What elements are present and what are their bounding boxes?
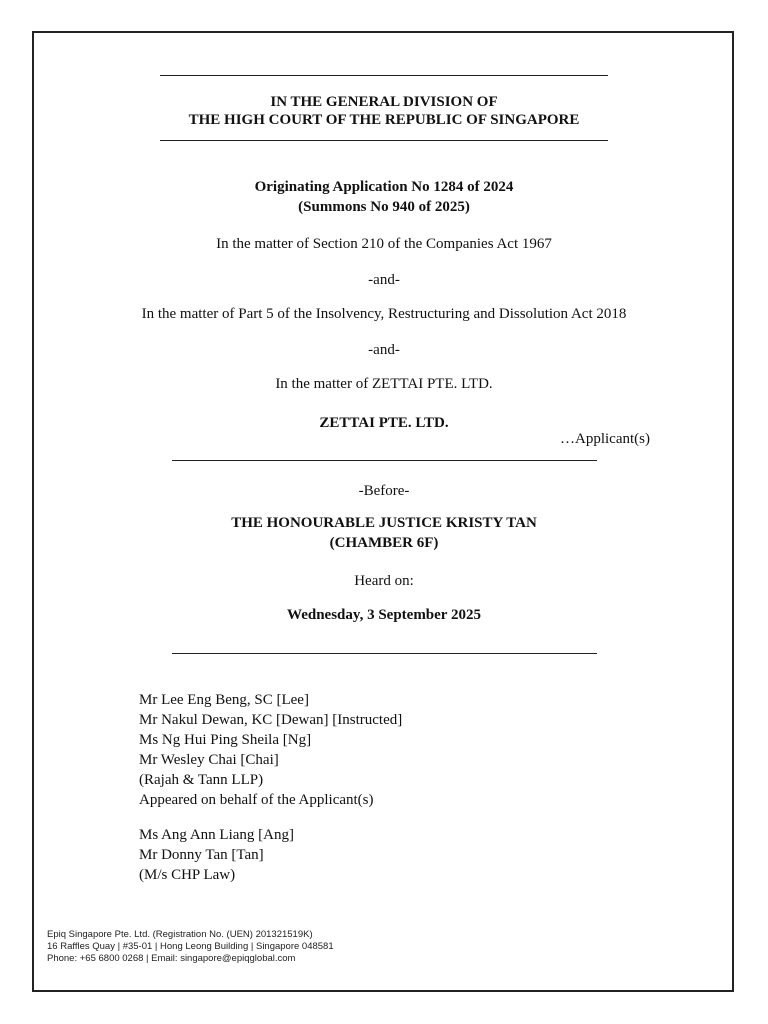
court-line-1: IN THE GENERAL DIVISION OF: [270, 94, 498, 110]
summons-number: (Summons No 940 of 2025): [298, 199, 470, 215]
judge-name: THE HONOURABLE JUSTICE KRISTY TAN: [231, 515, 537, 531]
matter-3: In the matter of ZETTAI PTE. LTD.: [275, 376, 493, 392]
counsel-line: Ms Ang Ann Liang [Ang]: [139, 827, 294, 843]
footer-company: Epiq Singapore Pte. Ltd. (Registration No. (UEN) 201321519K): [47, 929, 313, 940]
counsel-line: Mr Wesley Chai [Chai]: [139, 752, 279, 768]
transcriber-footer: [47, 929, 334, 965]
court-line-2: THE HIGH COURT OF THE REPUBLIC OF SINGAPORE: [188, 112, 580, 128]
court-rule: [160, 140, 608, 141]
counsel-group-applicant: [139, 690, 402, 810]
hearing-rule: [172, 653, 597, 654]
matter-1: In the matter of Section 210 of the Companies Act 1967: [216, 236, 552, 252]
counsel-firm: (M/s CHP Law): [139, 867, 236, 883]
party-name: ZETTAI PTE. LTD.: [319, 415, 449, 431]
counsel-appearance: Appeared on behalf of the Applicant(s): [139, 792, 374, 808]
party-role: …Applicant(s): [560, 431, 650, 447]
counsel-group-second: [139, 825, 294, 885]
counsel-line: Mr Nakul Dewan, KC [Dewan] [Instructed]: [139, 712, 403, 728]
and-separator-1: -and-: [368, 272, 400, 288]
matter-2: In the matter of Part 5 of the Insolvency, Restructuring and Dissolution Act 2018: [141, 306, 627, 322]
chamber: (CHAMBER 6F): [329, 535, 439, 551]
counsel-line: Mr Lee Eng Beng, SC [Lee]: [139, 692, 309, 708]
heard-on-label: Heard on:: [354, 573, 414, 589]
footer-address: 16 Raffles Quay | #35-01 | Hong Leong Building | Singapore 048581: [47, 941, 334, 952]
and-separator-2: -and-: [368, 342, 400, 358]
footer-contact: Phone: +65 6800 0268 | Email: singapore@epiqglobal.com: [47, 953, 296, 964]
counsel-firm: (Rajah & Tann LLP): [139, 772, 264, 788]
party-rule: [172, 460, 597, 461]
application-number: Originating Application No 1284 of 2024: [254, 179, 514, 195]
top-rule: [160, 75, 608, 76]
hearing-date: Wednesday, 3 September 2025: [287, 607, 481, 623]
counsel-line: Ms Ng Hui Ping Sheila [Ng]: [139, 732, 312, 748]
page-border: [32, 31, 734, 992]
counsel-line: Mr Donny Tan [Tan]: [139, 847, 264, 863]
before-label: -Before-: [358, 483, 410, 499]
